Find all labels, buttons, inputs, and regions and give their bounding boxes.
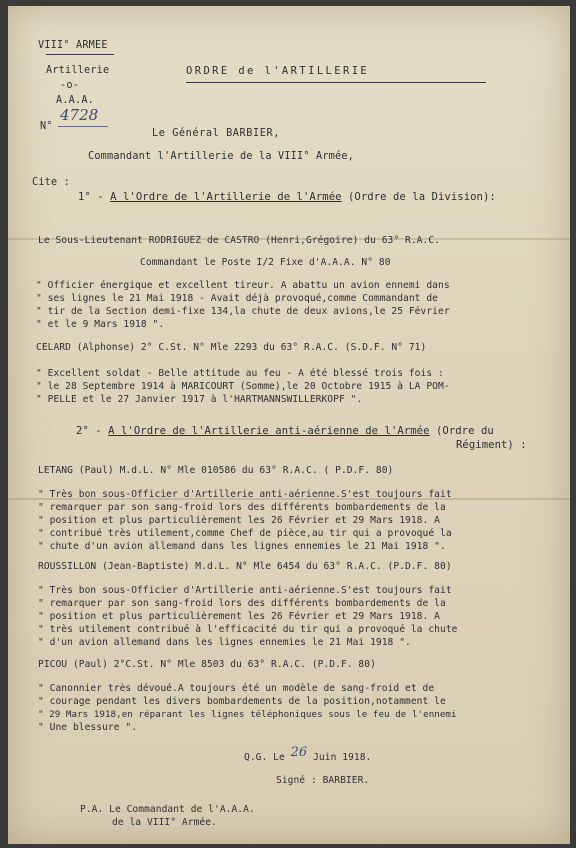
citation-2-text-line: " le 28 Septembre 1914 à MARICOURT (Somme),le 20 Octobre 1915 à LA POM- (36, 381, 450, 392)
section-1-number: 1° - (78, 191, 111, 203)
citation-5-text-line: " Une blessure ". (38, 722, 138, 733)
title-underline (186, 82, 486, 83)
signature-line: Signé : BARBIER. (276, 775, 370, 786)
citation-1-text-line: " ses lignes le 21 Mai 1918 - Avait déjà provoqué,comme Commandant de (36, 293, 438, 304)
citation-4-text-line: " position et plus particulièrement les 26 Février et 29 Mars 1918. A (38, 611, 440, 622)
citation-3-text-line: " Très bon sous-Officier d'Artillerie anti-aérienne.S'est toujours fait (38, 489, 452, 500)
document-title: ORDRE de l'ARTILLERIE (186, 65, 370, 77)
pa-line-1: P.A. Le Commandant de l'A.A.A. (80, 804, 255, 815)
citation-3-text-line: " chute d'un avion allemand dans les lignes ennemies le 21 Mai 1918 ". (38, 541, 446, 552)
handwritten-day: 26 (290, 745, 308, 760)
number-underline (58, 126, 108, 127)
citation-4-text-line: " très utilement contribué à l'efficacité du tir qui a provoqué la chute (38, 624, 458, 635)
artillerie-label: Artillerie (46, 65, 110, 76)
citation-4-name: ROUSSILLON (Jean-Baptiste) M.d.L. N° Mle 6454 du 63° R.A.C. (P.D.F. 80) (38, 561, 452, 572)
citation-5-text-line: " Canonnier très dévoué.A toujours été un modèle de sang-froid et de (38, 683, 435, 694)
date-line (244, 745, 372, 763)
citation-2-text-line: " PELLE et le 27 Janvier 1917 à l'HARTMANNSWILLERKOPF ". (36, 394, 363, 405)
citation-5-text-line: " courage pendant les divers bombardements de la position,notamment le (38, 696, 446, 707)
general-name: Le Général BARBIER, (152, 128, 280, 139)
section-1-tail: (Ordre de la Division): (341, 191, 496, 203)
date-month-year: Juin 1918. (307, 752, 372, 763)
citation-1-role: Commandant le Poste I/2 Fixe d'A.A.A. N° 80 (140, 257, 391, 268)
citation-4-text-line: " remarquer par son sang-froid lors des différents bombardements de la (38, 598, 446, 609)
pa-line-2: de la VIII° Armée. (112, 817, 217, 828)
header-underline (46, 54, 114, 55)
date-place: Q.G. Le (244, 752, 291, 763)
citation-2-name: CELARD (Alphonse) 2° C.St. N° Mle 2293 du 63° R.A.C. (S.D.F. N° 71) (36, 342, 427, 353)
section-2-heading-line2: Régiment) : (456, 439, 527, 451)
section-2-title: A l'Ordre de l'Artillerie anti-aérienne de l'Armée (108, 425, 430, 437)
citation-5-name: PICOU (Paul) 2°C.St. N° Mle 8503 du 63° R.A.C. (P.D.F. 80) (38, 659, 376, 670)
citation-5-text-line: " 29 Mars 1918,en réparant les lignes téléphoniques sous le feu de l'ennemi (38, 709, 457, 720)
aaa-label: A.A.A. (56, 95, 95, 106)
number-label: N° (40, 121, 53, 132)
document-page (8, 6, 570, 844)
citation-3-name: LETANG (Paul) M.d.L. N° Mle 010586 du 63° R.A.C. ( P.D.F. 80) (38, 465, 394, 476)
citation-3-text-line: " position et plus particulièrement les 26 Février et 29 Mars 1918. A (38, 515, 440, 526)
citation-1-text-line: " tir de la Section demi-fixe 134,la chute de deux avions,le 25 Février (36, 306, 450, 317)
general-role: Commandant l'Artillerie de la VIII° Armée, (88, 151, 355, 162)
citation-4-text-line: " d'un avion allemand dans les lignes ennemies le 21 Mai 1918 ". (38, 637, 411, 648)
section-2-number: 2° - (76, 425, 109, 437)
citation-1-text-line: " et le 9 Mars 1918 ". (36, 319, 165, 330)
army-label: VIII° ARMEE (38, 40, 108, 51)
citation-3-text-line: " contribué très utilement,comme Chef de pièce,au tir qui a provoqué la (38, 528, 452, 539)
citation-1-text-line: " Officier énergique et excellent tireur. A abattu un avion ennemi dans (36, 280, 450, 291)
section-1-title: A l'Ordre de l'Artillerie de l'Armée (110, 191, 342, 203)
handwritten-number: 4728 (60, 106, 99, 124)
citation-2-text-line: " Excellent soldat - Belle attitude au feu - A été blessé trois fois : (36, 368, 444, 379)
header-separator: -o- (60, 80, 80, 91)
citation-1-name: Le Sous-Lieutenant RODRIGUEZ de CASTRO (Henri,Grégoire) du 63° R.A.C. (38, 235, 440, 246)
cite-label: Cite : (32, 177, 71, 188)
citation-3-text-line: " remarquer par son sang-froid lors des différents bombardements de la (38, 502, 446, 513)
section-2-tail: (Ordre du (429, 425, 494, 437)
section-1-heading (78, 192, 496, 203)
citation-4-text-line: " Très bon sous-Officier d'Artillerie anti-aérienne.S'est toujours fait (38, 585, 452, 596)
section-2-heading (76, 426, 494, 437)
